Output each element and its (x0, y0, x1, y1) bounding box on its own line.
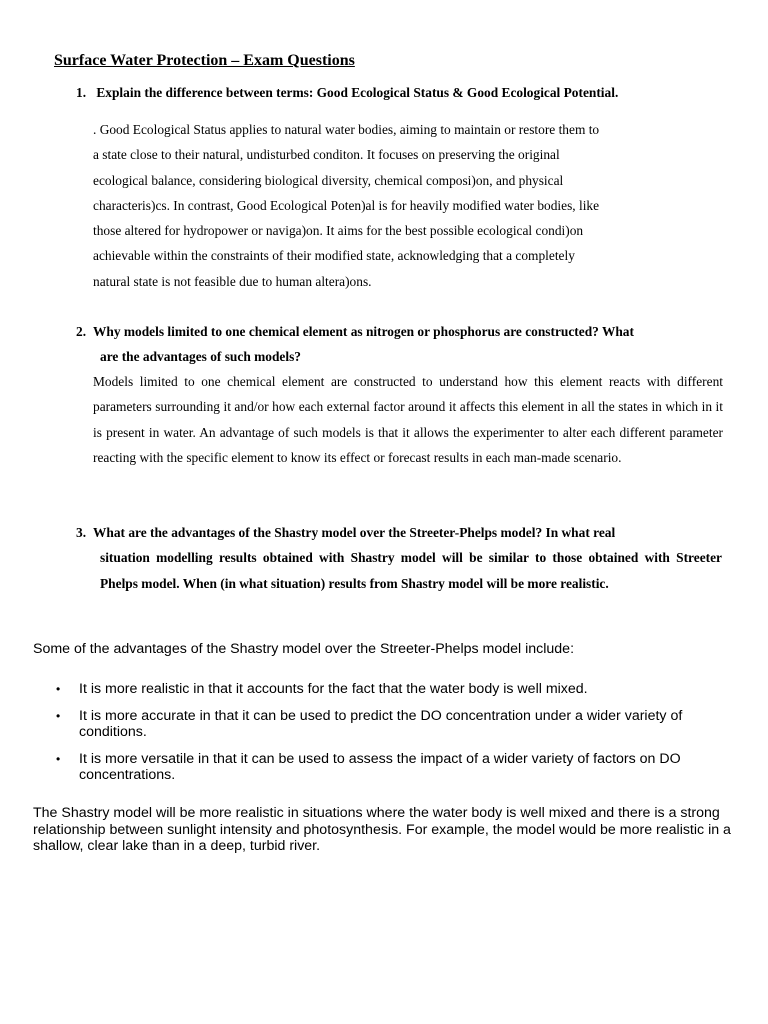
answer-line: those altered for hydropower or naviga)on. It aims for the best possible ecological condi)on (93, 223, 584, 239)
question-number: 1. (76, 85, 87, 100)
list-item (40, 681, 740, 698)
answer-line: achievable within the constraints of their modified state, acknowledging that a completely (93, 248, 575, 264)
list-item-text: It is more realistic in that it accounts for the fact that the water body is well mixed. (79, 681, 588, 697)
advantages-list (40, 681, 740, 794)
question-2 (76, 319, 722, 370)
question-1 (76, 80, 722, 105)
question-text: What are the advantages of the Shastry model over the Streeter-Phelps model? In what real (93, 525, 616, 540)
question-number: 3. (76, 525, 87, 540)
question-text: Why models limited to one chemical element as nitrogen or phosphorus are constructed? What (93, 324, 634, 339)
question-3 (76, 520, 722, 596)
response-intro: Some of the advantages of the Shastry model over the Streeter-Phelps model include: (33, 641, 575, 657)
answer-1 (93, 117, 723, 294)
bullet-icon: • (56, 708, 61, 723)
answer-2: Models limited to one chemical element are constructed to understand how this element reacts with different parameters surrounding it and/or how each external factor around it affects this element in all the states in which in it is present in water. An advantage of such models is that it allows the experimenter to alter each different parameter reacting with the specific element to know its effect or forecast results in each man-made scenario. (93, 374, 723, 465)
question-text: Explain the difference between terms: Good Ecological Status & Good Ecological Potential. (96, 85, 619, 100)
list-item (40, 708, 740, 741)
bullet-icon: • (56, 682, 61, 696)
bullet-icon: • (56, 751, 61, 766)
question-number: 2. (76, 324, 87, 339)
response-conclusion: The Shastry model will be more realistic in situations where the water body is well mixed and there is a strong relationship between sunlight intensity and photosynthesis. For example, the model would be more realistic in a shallow, clear lake than in a deep, turbid river. (33, 805, 731, 854)
list-item-text: It is more versatile in that it can be used to assess the impact of a wider variety of factors on DO concentrations. (79, 750, 681, 783)
list-item-text: It is more accurate in that it can be used to predict the DO concentration under a wider variety of conditions. (79, 707, 683, 740)
answer-line: characteris)cs. In contrast, Good Ecological Poten)al is for heavily modified water bodies, like (93, 197, 600, 213)
question-text-continued: are the advantages of such models? (100, 349, 301, 365)
list-item (40, 751, 740, 784)
answer-line: a state close to their natural, undisturbed conditon. It focuses on preserving the original (93, 147, 560, 163)
page-title: Surface Water Protection – Exam Questions (54, 52, 355, 69)
question-text-continued: situation modelling results obtained with Shastry model will be similar to those obtained with Streeter Phelps model. When (in what situation) results from Shastry model will be more realistic. (100, 550, 722, 591)
answer-line: ecological balance, considering biological diversity, chemical composi)on, and physical (93, 172, 564, 188)
answer-line: natural state is not feasible due to human altera)ons. (93, 273, 372, 289)
answer-line: . Good Ecological Status applies to natural water bodies, aiming to maintain or restore them to (93, 122, 600, 137)
